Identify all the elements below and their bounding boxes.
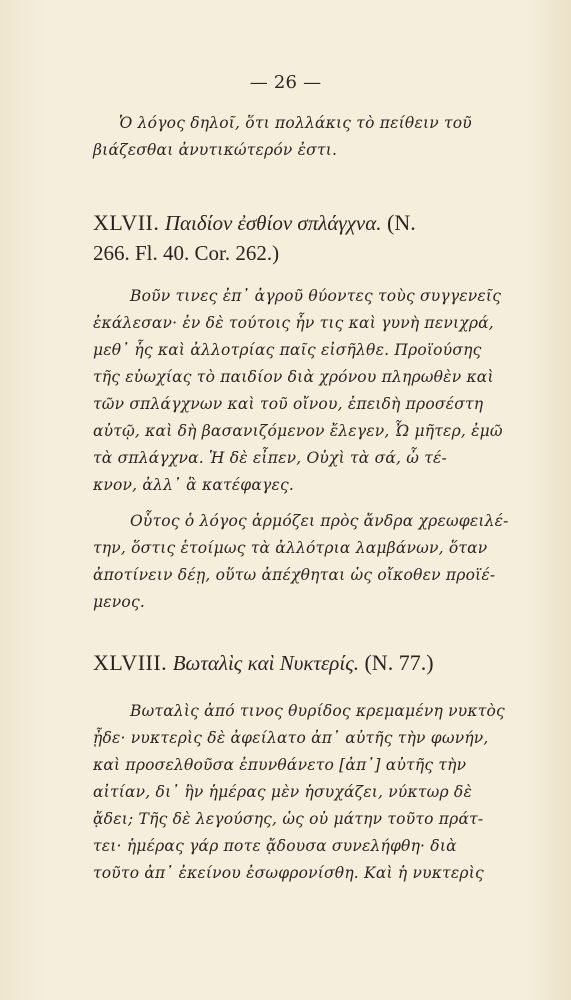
fable-48-line-7: τοῦτο ἀπ᾿ ἐκείνου ἐσωφρονίσθη. Καὶ ἡ νυκτερὶς [93,864,484,882]
fable-47-ref-start: (N. [387,210,416,235]
fable-47-title: Παιδίον ἐσθίον σπλάγχνα. [164,211,382,235]
fable-48-line-5: ᾄδει; Τῆς δὲ λεγούσης, ὡς οὐ μάτην τοῦτο πράτ- [93,810,484,828]
fable-48-number: XLVIII. [93,650,168,675]
fable-48-ref: (N. 77.) [364,650,434,675]
fable-47-line-5: τῶν σπλάγχνων καὶ τοῦ οἴνου, ἐπειδὴ προσέστη [93,395,484,413]
fable-47-line-6: αὐτῷ, καὶ δὴ βασανιζόμενον ἔλεγεν, Ὦ μῆτερ, ἐμῶ [93,422,503,440]
fable-47-number: XLVII. [93,210,160,235]
fable-47-line-3: μεθ᾿ ἧς καὶ ἀλλοτρίας παῖς εἰσῆλθε. Προϊούσης [93,341,482,359]
fable-47-moral-1: Οὗτος ὁ λόγος ἁρμόζει πρὸς ἄνδρα χρεωφειλέ- [130,512,509,530]
fable-47-ref-cont: 266. Fl. 40. Cor. 262.) [93,241,280,265]
intro-line-2: βιάζεσθαι ἀνυτικώτερόν ἐστι. [93,141,338,159]
fable-47-line-4: τῆς εὐωχίας τὸ παιδίον διὰ χρόνου πληρωθὲν καὶ [93,368,494,386]
fable-48-line-4: αἰτίαν, δι᾿ ἣν ἡμέρας μὲν ἡσυχάζει, νύκτωρ δὲ [93,783,472,801]
fable-47-line-8: κνον, ἀλλ᾿ ἃ κατέφαγες. [93,476,295,494]
fable-47-heading [93,210,416,236]
fable-48-line-3: καὶ προσελθοῦσα ἐπυνθάνετο [ἀπ᾿] αὐτῆς τὴν [93,756,467,774]
fable-47-line-2: ἐκάλεσαν· ἐν δὲ τούτοις ἦν τις καὶ γυνὴ πενιχρά, [93,314,494,332]
fable-47-moral-2: την, ὅστις ἑτοίμως τὰ ἀλλότρια λαμβάνων, ὅταν [93,539,488,557]
fable-48-line-2: ᾖδε· νυκτερὶς δὲ ἀφείλατο ἀπ᾿ αὐτῆς τὴν φωνήν, [93,729,489,747]
fable-48-line-1: Βωταλὶς ἀπό τινος θυρίδος κρεμαμένη νυκτὸς [130,702,505,720]
page-number: — 26 — [249,72,322,93]
fable-47-moral-3: ἀποτίνειν δέῃ, οὕτω ἀπέχθηται ὡς οἴκοθεν προϊέ- [93,566,496,584]
fable-47-moral-4: μενος. [93,593,145,611]
fable-48-line-6: τει· ἡμέρας γάρ ποτε ᾄδουσα συνελήφθη· διὰ [93,837,457,855]
fable-48-title: Βωταλὶς καὶ Νυκτερίς. [172,651,359,675]
intro-line-1: Ὁ λόγος δηλοῖ, ὅτι πολλάκις τὸ πείθειν τοῦ [119,114,472,132]
fable-47-line-7: τὰ σπλάγχνα. Ἡ δὲ εἶπεν, Οὐχὶ τὰ σά, ὦ τέ- [93,449,447,467]
fable-48-heading [93,650,434,676]
fable-47-line-1: Βοῦν τινες ἐπ᾿ ἀγροῦ θύοντες τοὺς συγγενεῖς [130,287,502,305]
